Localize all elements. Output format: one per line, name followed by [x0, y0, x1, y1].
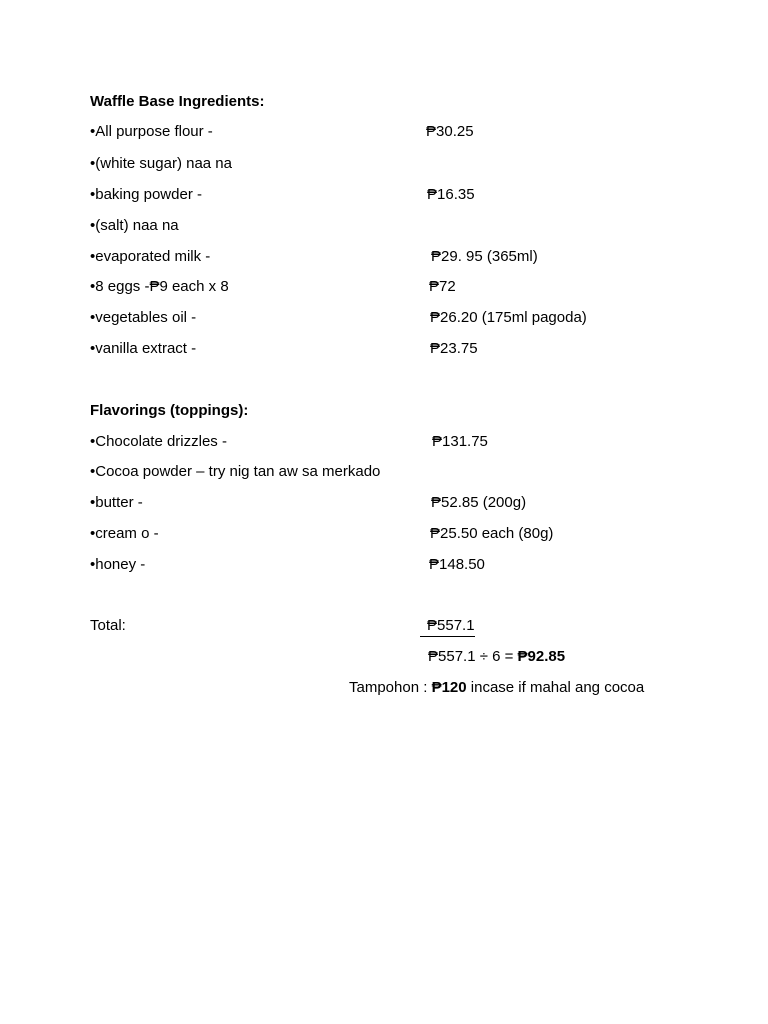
division-expression: ₱557.1 ÷ 6 = — [428, 648, 518, 665]
tampohon-note — [349, 679, 644, 697]
topping-label: •butter - — [90, 494, 143, 511]
ingredient-label: •baking powder - — [90, 186, 202, 203]
topping-label: •Chocolate drizzles - — [90, 433, 227, 450]
ingredient-label: •8 eggs -₱9 each x 8 — [90, 278, 229, 295]
tampohon-prefix: Tampohon : — [349, 679, 432, 696]
topping-price: ₱52.85 (200g) — [431, 494, 527, 511]
ingredient-label: •vegetables oil - — [90, 309, 197, 326]
ingredient-price: ₱16.35 — [427, 186, 475, 203]
topping-price: ₱25.50 each (80g) — [430, 525, 554, 542]
ingredient-label: •(salt) naa na — [90, 217, 179, 234]
topping-price: ₱131.75 — [432, 433, 488, 450]
ingredient-label: •vanilla extract - — [90, 340, 197, 357]
section-heading-base: Waffle Base Ingredients: — [90, 93, 265, 110]
total-amount: ₱557.1 — [420, 617, 475, 637]
topping-price: ₱148.50 — [429, 556, 485, 573]
tampohon-amount: ₱120 — [431, 679, 467, 696]
total-label: Total: — [90, 617, 126, 634]
topping-label: •honey - — [90, 556, 146, 573]
ingredient-price: ₱23.75 — [430, 340, 478, 357]
section-heading-toppings: Flavorings (toppings): — [90, 402, 249, 419]
ingredient-price: ₱30.25 — [426, 123, 474, 140]
topping-label: •Cocoa powder – try nig tan aw sa merkado — [90, 463, 381, 480]
topping-label: •cream o - — [90, 525, 159, 542]
ingredient-label: •(white sugar) naa na — [90, 155, 232, 172]
ingredient-price: ₱72 — [429, 278, 456, 295]
ingredient-label: •All purpose flour - — [90, 123, 213, 140]
ingredient-price: ₱26.20 (175ml pagoda) — [430, 309, 587, 326]
ingredient-price: ₱29. 95 (365ml) — [431, 248, 538, 265]
division-result: ₱92.85 — [517, 648, 566, 665]
tampohon-suffix: incase if mahal ang cocoa — [466, 679, 645, 696]
per-serving-calculation — [428, 648, 565, 666]
ingredient-label: •evaporated milk - — [90, 248, 211, 265]
